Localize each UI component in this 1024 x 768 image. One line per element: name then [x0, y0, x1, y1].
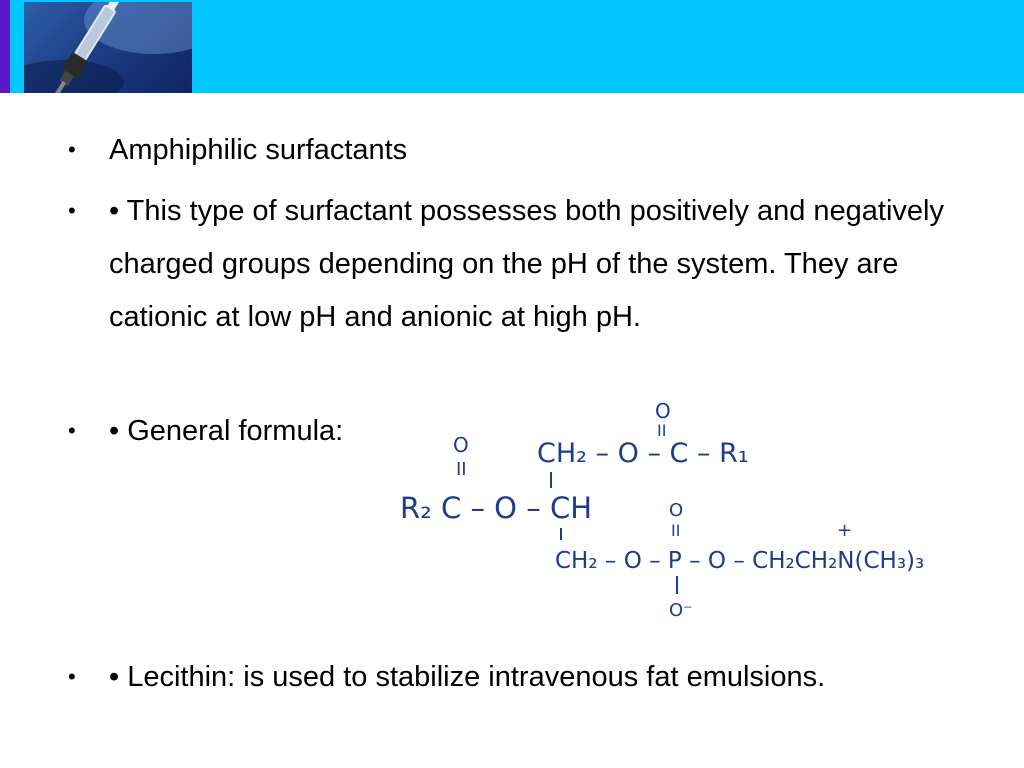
- bullet-marker: •: [68, 137, 76, 162]
- top-double-bond: II: [657, 421, 667, 440]
- bullet-marker: •: [68, 198, 76, 223]
- middle-chain: R₂ C – O – CH: [400, 491, 592, 525]
- bullet-text: Amphiphilic surfactants: [109, 134, 408, 166]
- left-double-bond: II: [456, 459, 467, 480]
- phosphate-oxide: O⁻: [669, 600, 693, 621]
- bottom-chain: CH₂ – O – P – O – CH₂CH₂N(CH₃)₃: [555, 548, 925, 574]
- bullet-text: • Lecithin: is used to stabilize intravenous fat emulsions.: [109, 661, 826, 693]
- phosphate-oxygen: O: [669, 500, 684, 521]
- lecithin-structural-formula: [385, 390, 955, 630]
- top-chain: CH₂ – O – C – R₁: [537, 438, 749, 469]
- phosphate-double-bond: II: [671, 521, 681, 540]
- bullet-text: • General formula:: [109, 415, 344, 447]
- bullet-marker: •: [68, 664, 76, 689]
- top-carbonyl-oxygen: O: [655, 399, 671, 423]
- bullet-text: • This type of surfactant possesses both positively and negatively charged groups depending on the pH of the system. They are cationic at low pH and anionic at high pH.: [109, 195, 944, 333]
- bullet-marker: •: [68, 418, 76, 443]
- left-carbonyl-oxygen: O: [453, 433, 469, 457]
- ammonium-charge: +: [837, 520, 853, 541]
